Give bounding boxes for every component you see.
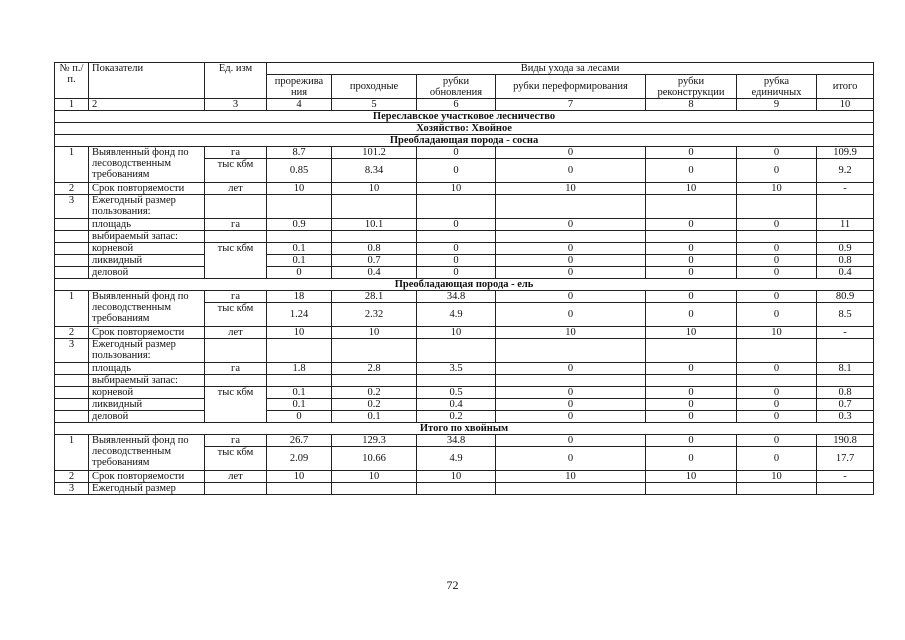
empty-cell xyxy=(817,231,874,243)
row-label: Выявленный фонд по лесоводственным требованиям xyxy=(89,147,205,183)
header-col: рубки реконструкции xyxy=(646,75,737,99)
unit-cell: га xyxy=(205,291,267,303)
value-cell: 0 xyxy=(646,435,737,447)
table-row xyxy=(55,483,874,495)
table-row xyxy=(55,147,874,159)
empty-cell xyxy=(55,387,89,399)
value-cell: 0.4 xyxy=(332,267,417,279)
value-cell: 0 xyxy=(417,267,496,279)
value-cell: 8.7 xyxy=(267,147,332,159)
value-cell: 10 xyxy=(267,471,332,483)
empty-cell xyxy=(55,219,89,231)
value-cell: 0 xyxy=(496,219,646,231)
forest-care-table xyxy=(54,62,874,495)
value-cell: 0 xyxy=(646,303,737,327)
table-row xyxy=(55,183,874,195)
value-cell: 0 xyxy=(646,363,737,375)
header-unit: Ед. изм xyxy=(205,63,267,99)
empty-cell xyxy=(205,195,267,219)
value-cell: 4.9 xyxy=(417,303,496,327)
value-cell: 0.7 xyxy=(817,399,874,411)
empty-cell xyxy=(817,195,874,219)
value-cell: 0 xyxy=(737,219,817,231)
value-cell: 17.7 xyxy=(817,447,874,471)
section-title-row xyxy=(55,111,874,123)
value-cell: 0.8 xyxy=(332,243,417,255)
value-cell: 10.66 xyxy=(332,447,417,471)
empty-cell xyxy=(646,339,737,363)
value-cell: 10 xyxy=(496,471,646,483)
empty-cell xyxy=(55,399,89,411)
empty-cell xyxy=(817,483,874,495)
value-cell: 0 xyxy=(646,291,737,303)
empty-cell xyxy=(55,255,89,267)
table-row xyxy=(55,255,874,267)
empty-cell xyxy=(332,195,417,219)
row-label: ликвидный xyxy=(89,255,205,267)
table-row xyxy=(55,471,874,483)
value-cell: 0.1 xyxy=(267,399,332,411)
value-cell: 0 xyxy=(646,399,737,411)
column-number: 3 xyxy=(205,99,267,111)
unit-cell: га xyxy=(205,147,267,159)
empty-cell xyxy=(55,243,89,255)
header-num: № п./п. xyxy=(55,63,89,99)
value-cell: 0 xyxy=(496,147,646,159)
value-cell: 0 xyxy=(737,435,817,447)
empty-cell xyxy=(646,483,737,495)
value-cell: 0 xyxy=(737,399,817,411)
value-cell: 0 xyxy=(496,411,646,423)
value-cell: 10 xyxy=(737,183,817,195)
row-number: 3 xyxy=(55,483,89,495)
empty-cell xyxy=(737,195,817,219)
value-cell: 0 xyxy=(646,387,737,399)
value-cell: 0 xyxy=(496,243,646,255)
value-cell: 0.7 xyxy=(332,255,417,267)
value-cell: 0.85 xyxy=(267,159,332,183)
row-number: 2 xyxy=(55,183,89,195)
empty-cell xyxy=(332,375,417,387)
empty-cell xyxy=(205,339,267,363)
value-cell: 0 xyxy=(737,387,817,399)
section-title-row xyxy=(55,279,874,291)
table-row xyxy=(55,387,874,399)
value-cell: 8.1 xyxy=(817,363,874,375)
row-label: Срок повторяемости xyxy=(89,471,205,483)
value-cell: 0 xyxy=(646,243,737,255)
value-cell: 0 xyxy=(646,255,737,267)
unit-cell: га xyxy=(205,435,267,447)
value-cell: 10 xyxy=(332,183,417,195)
value-cell: 3.5 xyxy=(417,363,496,375)
column-number: 10 xyxy=(817,99,874,111)
value-cell: 10 xyxy=(332,471,417,483)
table-row xyxy=(55,399,874,411)
table-row xyxy=(55,435,874,447)
column-number: 7 xyxy=(496,99,646,111)
row-number: 1 xyxy=(55,435,89,471)
value-cell: 0 xyxy=(737,147,817,159)
row-label: Срок повторяемости xyxy=(89,183,205,195)
value-cell: 1.24 xyxy=(267,303,332,327)
value-cell: 0 xyxy=(267,411,332,423)
value-cell: 9.2 xyxy=(817,159,874,183)
empty-cell xyxy=(332,483,417,495)
value-cell: 80.9 xyxy=(817,291,874,303)
section-title: Итого по хвойным xyxy=(55,423,874,435)
empty-cell xyxy=(205,375,267,387)
value-cell: 2.8 xyxy=(332,363,417,375)
value-cell: 0.1 xyxy=(332,411,417,423)
value-cell: 1.8 xyxy=(267,363,332,375)
value-cell: 0.1 xyxy=(267,255,332,267)
value-cell: 190.8 xyxy=(817,435,874,447)
empty-cell xyxy=(496,231,646,243)
value-cell: 101.2 xyxy=(332,147,417,159)
value-cell: 0 xyxy=(496,255,646,267)
empty-cell xyxy=(332,231,417,243)
section-title-row xyxy=(55,135,874,147)
empty-cell xyxy=(205,231,267,243)
value-cell: 34.8 xyxy=(417,291,496,303)
empty-cell xyxy=(496,339,646,363)
value-cell: 10 xyxy=(267,183,332,195)
value-cell: 10 xyxy=(417,183,496,195)
value-cell: 28.1 xyxy=(332,291,417,303)
value-cell: 0 xyxy=(646,219,737,231)
value-cell: 0 xyxy=(496,447,646,471)
table-row xyxy=(55,195,874,219)
table-row xyxy=(55,231,874,243)
empty-cell xyxy=(737,339,817,363)
value-cell: 0 xyxy=(417,159,496,183)
value-cell: 0.1 xyxy=(267,387,332,399)
value-cell: 11 xyxy=(817,219,874,231)
value-cell: - xyxy=(817,327,874,339)
value-cell: 0 xyxy=(646,447,737,471)
empty-cell xyxy=(417,483,496,495)
value-cell: 0 xyxy=(496,267,646,279)
empty-cell xyxy=(496,195,646,219)
value-cell: 18 xyxy=(267,291,332,303)
value-cell: - xyxy=(817,183,874,195)
value-cell: 0 xyxy=(737,447,817,471)
value-cell: 0 xyxy=(737,363,817,375)
empty-cell xyxy=(55,231,89,243)
table-row xyxy=(55,339,874,363)
value-cell: 0 xyxy=(737,291,817,303)
value-cell: 0 xyxy=(417,255,496,267)
value-cell: 10 xyxy=(737,327,817,339)
value-cell: 10 xyxy=(737,471,817,483)
unit-cell: тыс кбм xyxy=(205,159,267,183)
value-cell: 0 xyxy=(417,147,496,159)
value-cell: 0 xyxy=(496,303,646,327)
value-cell: 0.3 xyxy=(817,411,874,423)
value-cell: 10 xyxy=(496,183,646,195)
empty-cell xyxy=(496,483,646,495)
row-label: Срок повторяемости xyxy=(89,327,205,339)
header-col: прорежива ния xyxy=(267,75,332,99)
value-cell: 0 xyxy=(417,219,496,231)
value-cell: 26.7 xyxy=(267,435,332,447)
row-label: выбираемый запас: xyxy=(89,375,205,387)
value-cell: - xyxy=(817,471,874,483)
table-row xyxy=(55,243,874,255)
value-cell: 10 xyxy=(646,471,737,483)
value-cell: 0 xyxy=(417,243,496,255)
value-cell: 0.2 xyxy=(332,387,417,399)
value-cell: 2.32 xyxy=(332,303,417,327)
value-cell: 0 xyxy=(737,267,817,279)
value-cell: 0 xyxy=(737,243,817,255)
column-number: 6 xyxy=(417,99,496,111)
section-title-row xyxy=(55,123,874,135)
table-row xyxy=(55,267,874,279)
header-col: рубки переформирования xyxy=(496,75,646,99)
value-cell: 0.9 xyxy=(267,219,332,231)
empty-cell xyxy=(737,483,817,495)
value-cell: 0 xyxy=(646,147,737,159)
unit-cell: тыс кбм xyxy=(205,387,267,423)
empty-cell xyxy=(267,195,332,219)
value-cell: 0.5 xyxy=(417,387,496,399)
value-cell: 109.9 xyxy=(817,147,874,159)
unit-cell: тыс кбм xyxy=(205,243,267,279)
header-col: итого xyxy=(817,75,874,99)
row-number: 2 xyxy=(55,327,89,339)
row-label: деловой xyxy=(89,411,205,423)
header-care-types: Виды ухода за лесами xyxy=(267,63,874,75)
table-row xyxy=(55,219,874,231)
empty-cell xyxy=(205,483,267,495)
header-row xyxy=(55,63,874,75)
value-cell: 0.1 xyxy=(267,243,332,255)
unit-cell: тыс кбм xyxy=(205,447,267,471)
header-indicators: Показатели xyxy=(89,63,205,99)
row-label: выбираемый запас: xyxy=(89,231,205,243)
value-cell: 34.8 xyxy=(417,435,496,447)
page-number: 72 xyxy=(446,578,459,592)
empty-cell xyxy=(55,375,89,387)
empty-cell xyxy=(267,231,332,243)
empty-cell xyxy=(417,195,496,219)
empty-cell xyxy=(417,231,496,243)
value-cell: 0 xyxy=(267,267,332,279)
header-col: рубки обновления xyxy=(417,75,496,99)
empty-cell xyxy=(332,339,417,363)
row-number: 2 xyxy=(55,471,89,483)
table-row xyxy=(55,411,874,423)
table-row xyxy=(55,363,874,375)
value-cell: 10 xyxy=(267,327,332,339)
row-number: 1 xyxy=(55,147,89,183)
value-cell: 0 xyxy=(496,159,646,183)
value-cell: 0 xyxy=(646,267,737,279)
value-cell: 10 xyxy=(417,471,496,483)
forestry-title: Переславское участковое лесничество xyxy=(55,111,874,123)
empty-cell xyxy=(817,339,874,363)
value-cell: 0 xyxy=(496,399,646,411)
value-cell: 0.2 xyxy=(332,399,417,411)
row-label: Выявленный фонд по лесоводственным требованиям xyxy=(89,291,205,327)
table-row xyxy=(55,291,874,303)
empty-cell xyxy=(267,483,332,495)
row-number: 3 xyxy=(55,339,89,363)
value-cell: 2.09 xyxy=(267,447,332,471)
column-numbers-row xyxy=(55,99,874,111)
empty-cell xyxy=(646,375,737,387)
empty-cell xyxy=(496,375,646,387)
empty-cell xyxy=(417,375,496,387)
row-label: площадь xyxy=(89,219,205,231)
value-cell: 0 xyxy=(737,255,817,267)
empty-cell xyxy=(737,375,817,387)
empty-cell xyxy=(417,339,496,363)
column-number: 8 xyxy=(646,99,737,111)
value-cell: 10.1 xyxy=(332,219,417,231)
unit-cell: лет xyxy=(205,327,267,339)
value-cell: 10 xyxy=(332,327,417,339)
value-cell: 0.4 xyxy=(417,399,496,411)
table-row xyxy=(55,327,874,339)
column-number: 1 xyxy=(55,99,89,111)
empty-cell xyxy=(267,375,332,387)
empty-cell xyxy=(817,375,874,387)
value-cell: 0 xyxy=(737,411,817,423)
value-cell: 8.5 xyxy=(817,303,874,327)
empty-cell xyxy=(55,363,89,375)
value-cell: 0 xyxy=(737,303,817,327)
value-cell: 0.4 xyxy=(817,267,874,279)
empty-cell xyxy=(737,231,817,243)
value-cell: 10 xyxy=(417,327,496,339)
value-cell: 0.8 xyxy=(817,255,874,267)
header-col: проходные xyxy=(332,75,417,99)
unit-cell: тыс кбм xyxy=(205,303,267,327)
farm-title: Хозяйство: Хвойное xyxy=(55,123,874,135)
header-col: рубка единичных xyxy=(737,75,817,99)
row-label: Ежегодный размер пользования: xyxy=(89,195,205,219)
row-label: площадь xyxy=(89,363,205,375)
unit-cell: лет xyxy=(205,471,267,483)
unit-cell: га xyxy=(205,363,267,375)
section-title-row xyxy=(55,423,874,435)
value-cell: 0 xyxy=(496,291,646,303)
row-label: Выявленный фонд по лесоводственным требованиям xyxy=(89,435,205,471)
value-cell: 0 xyxy=(646,411,737,423)
value-cell: 4.9 xyxy=(417,447,496,471)
column-number: 5 xyxy=(332,99,417,111)
value-cell: 0.9 xyxy=(817,243,874,255)
value-cell: 0 xyxy=(496,387,646,399)
value-cell: 10 xyxy=(496,327,646,339)
row-label: Ежегодный размер xyxy=(89,483,205,495)
value-cell: 8.34 xyxy=(332,159,417,183)
empty-cell xyxy=(646,195,737,219)
value-cell: 129.3 xyxy=(332,435,417,447)
column-number: 4 xyxy=(267,99,332,111)
row-label: корневой xyxy=(89,387,205,399)
unit-cell: лет xyxy=(205,183,267,195)
row-label: ликвидный xyxy=(89,399,205,411)
value-cell: 0 xyxy=(646,159,737,183)
value-cell: 0.2 xyxy=(417,411,496,423)
value-cell: 10 xyxy=(646,183,737,195)
empty-cell xyxy=(646,231,737,243)
row-number: 1 xyxy=(55,291,89,327)
row-number: 3 xyxy=(55,195,89,219)
row-label: Ежегодный размер пользования: xyxy=(89,339,205,363)
row-label: деловой xyxy=(89,267,205,279)
row-label: корневой xyxy=(89,243,205,255)
value-cell: 0 xyxy=(496,363,646,375)
value-cell: 10 xyxy=(646,327,737,339)
value-cell: 0.8 xyxy=(817,387,874,399)
value-cell: 0 xyxy=(496,435,646,447)
empty-cell xyxy=(267,339,332,363)
empty-cell xyxy=(55,267,89,279)
column-number: 9 xyxy=(737,99,817,111)
table-row xyxy=(55,375,874,387)
section-title: Преобладающая порода - сосна xyxy=(55,135,874,147)
value-cell: 0 xyxy=(737,159,817,183)
empty-cell xyxy=(55,411,89,423)
column-number: 2 xyxy=(89,99,205,111)
unit-cell: га xyxy=(205,219,267,231)
section-title: Преобладающая порода - ель xyxy=(55,279,874,291)
